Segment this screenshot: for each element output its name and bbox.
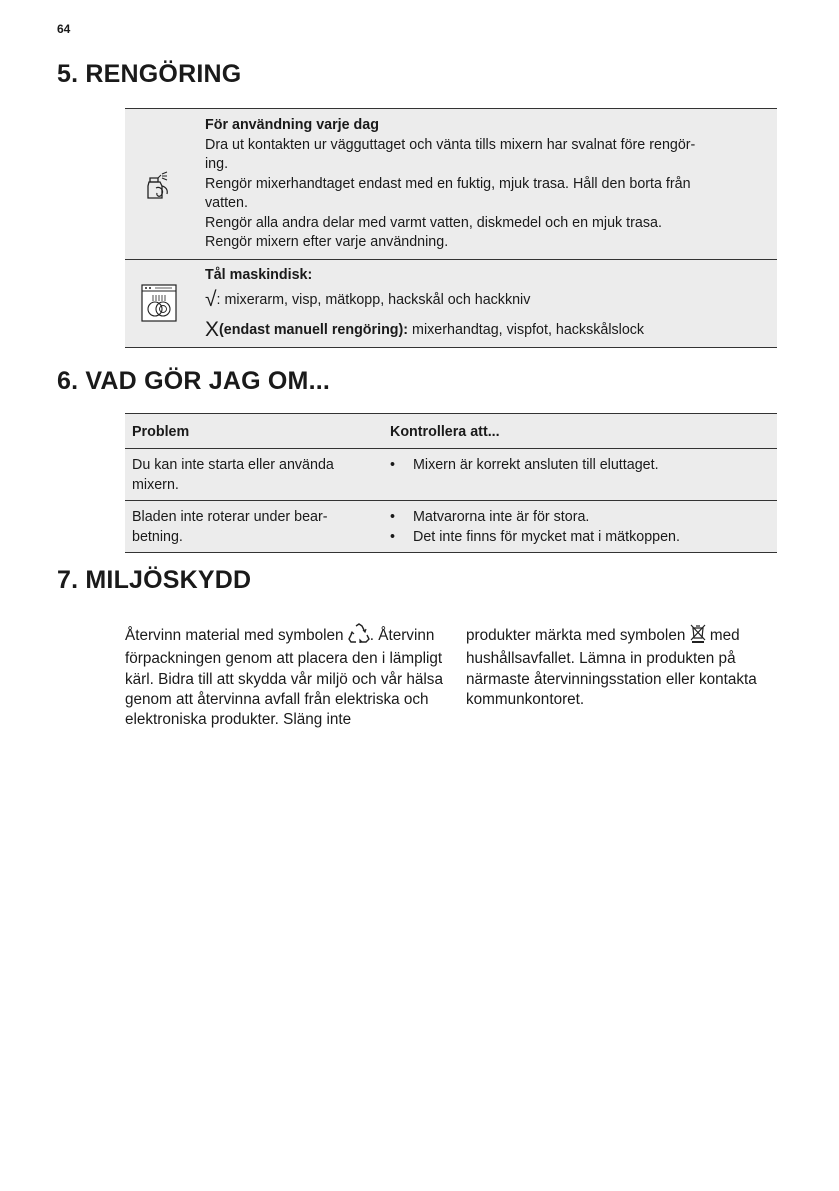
environment-text: med hushållsavfallet. Lämna in produkten på närmaste återvinningsstation eller kontakta kommunkontoret. (466, 627, 757, 708)
hand-wash-items: mixerhandtag, vispfot, hackskålslock (408, 321, 645, 338)
daily-line: vatten. (205, 195, 248, 211)
daily-heading: För användning varje dag (205, 117, 379, 133)
troubleshooting-table (125, 413, 777, 553)
dishwasher-row (125, 260, 777, 349)
check-icon: √ (205, 288, 217, 311)
table-row (125, 501, 777, 553)
problem-cell: Du kan inte starta eller använda mixern. (132, 457, 334, 493)
environment-text: . Återvinn förpackningen genom att placera den i lämpligt kärl. Bidra till att skydda vår miljö och vår hälsa genom att återvinna avfall från elektriska och elektroniska produkter. Släng inte (125, 627, 443, 729)
section-6-title: 6. VAD GÖR JAG OM... (57, 367, 331, 395)
check-text: Matvarorna inte är för stora. (413, 509, 590, 525)
dishwasher-text (193, 260, 777, 348)
crossed-bin-icon (690, 623, 706, 649)
daily-line: Rengör alla andra delar med varmt vatten, diskmedel och en mjuk trasa. (205, 214, 662, 231)
check-cell (378, 501, 777, 552)
environment-text-right (466, 623, 776, 710)
daily-cleaning-row (125, 109, 777, 260)
daily-line: Rengör mixern efter varje användning. (205, 234, 449, 250)
dishwasher-icon (125, 260, 193, 348)
daily-line: Dra ut kontakten ur vägguttaget och vänta tills mixern har svalnat före rengör- (205, 136, 696, 153)
hand-wash-label: (endast manuell rengöring): (219, 321, 409, 338)
dishwasher-safe-line (205, 290, 767, 311)
spray-cleaning-icon (125, 109, 193, 259)
page-number: 64 (57, 22, 71, 36)
section-7-title: 7. MILJÖSKYDD (57, 566, 252, 594)
recycle-icon (348, 623, 370, 649)
column-header-problem: Problem (132, 424, 190, 440)
environment-text: produkter märkta med symbolen (466, 627, 686, 644)
cross-icon: X (205, 317, 220, 341)
cleaning-instructions-box (125, 108, 777, 348)
daily-cleaning-text (193, 109, 777, 259)
check-cell (378, 449, 777, 500)
column-header-check: Kontrollera att... (390, 424, 500, 440)
hand-wash-line (205, 317, 767, 341)
environment-text-left (125, 623, 445, 730)
check-item: • Matvarorna inte är för stora. (390, 509, 590, 525)
check-item: • Mixern är korrekt ansluten till eluttaget. (390, 457, 659, 473)
check-text: Det inte finns för mycket mat i mätkoppen. (413, 529, 680, 545)
table-header-row (125, 414, 777, 449)
dishwasher-heading: Tål maskindisk: (205, 266, 313, 283)
check-text: Mixern är korrekt ansluten till eluttaget. (413, 457, 659, 473)
daily-line: Rengör mixerhandtaget endast med en fuktig, mjuk trasa. Håll den borta från (205, 175, 691, 192)
daily-line: ing. (205, 156, 229, 172)
dishwasher-safe-items: : mixerarm, visp, mätkopp, hackskål och hackkniv (216, 292, 531, 308)
environment-text: Återvinn material med symbolen (125, 627, 344, 644)
section-5-title: 5. RENGÖRING (57, 60, 242, 88)
check-item: • Det inte finns för mycket mat i mätkoppen. (390, 529, 680, 545)
table-row (125, 449, 777, 501)
problem-cell: Bladen inte roterar under bear-betning. (132, 509, 328, 545)
